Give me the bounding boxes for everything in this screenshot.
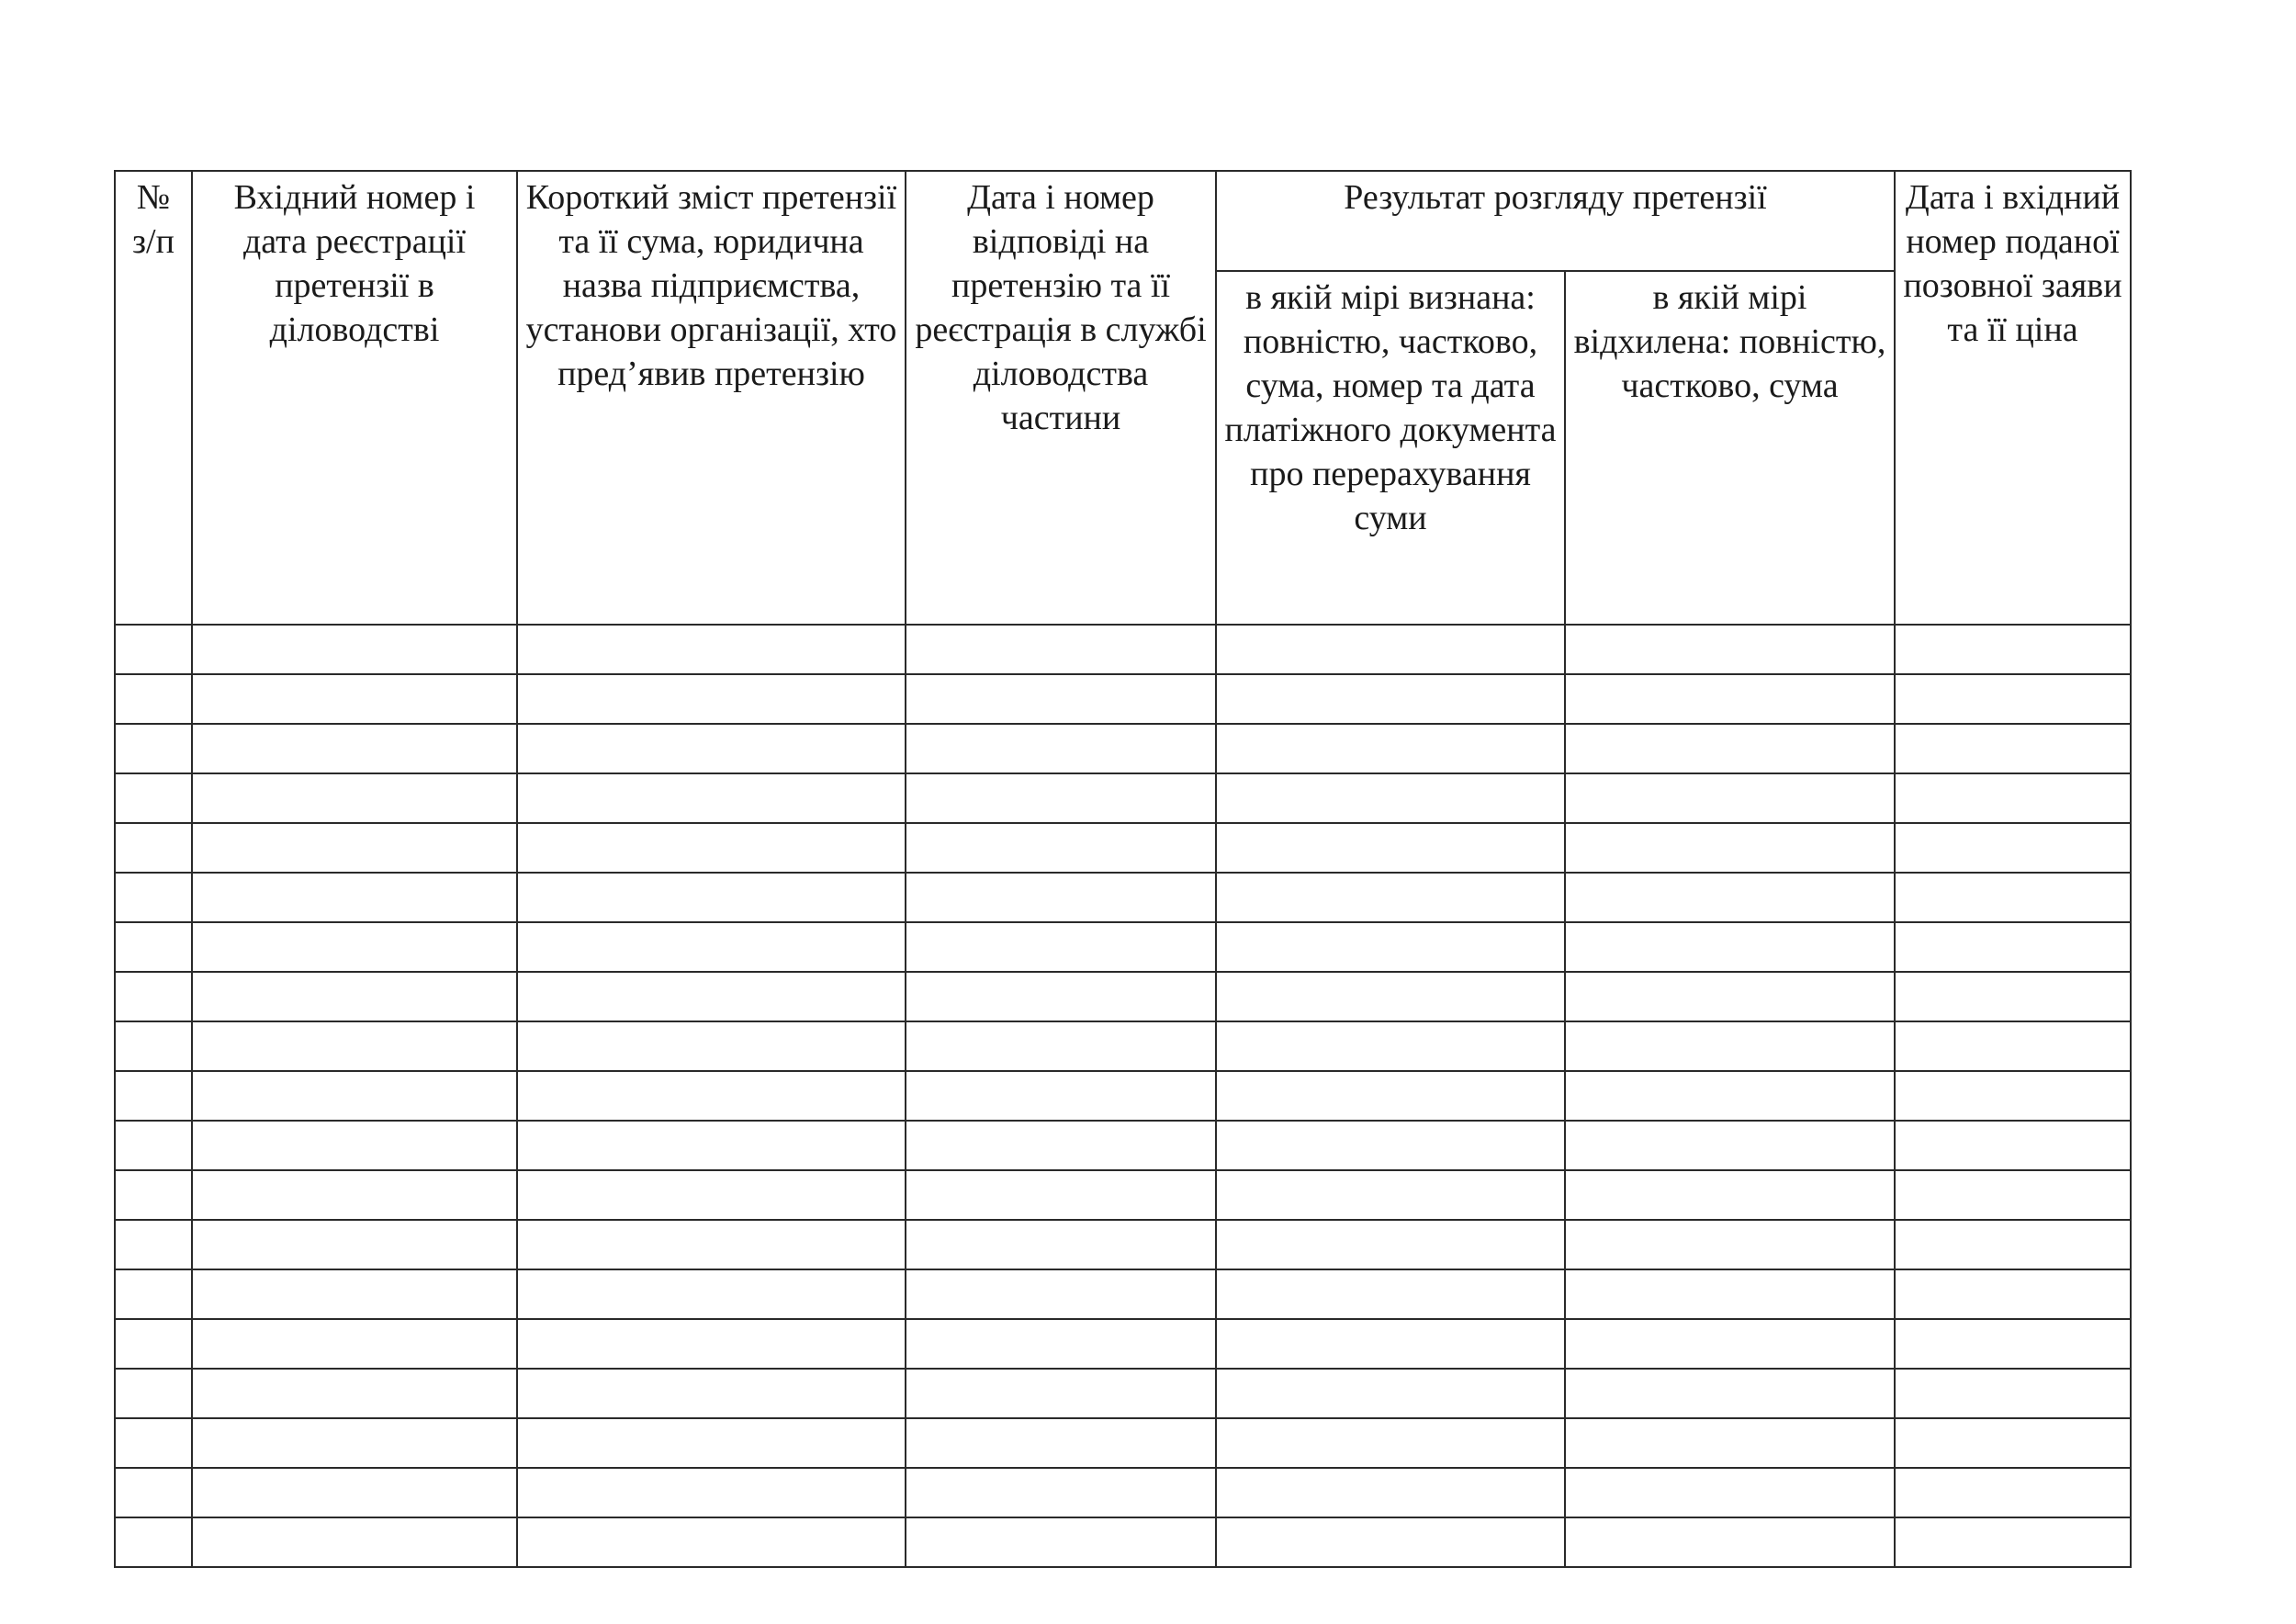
header-lawsuit-label: Дата і вхідний номер поданої позовної заяви та її ціна — [1903, 178, 2122, 349]
table-row — [115, 1418, 2131, 1468]
table-row — [115, 773, 2131, 823]
table-cell — [1216, 1220, 1565, 1269]
table-cell — [1565, 972, 1895, 1021]
table-cell — [906, 1170, 1216, 1220]
table-cell — [192, 1468, 517, 1517]
table-cell — [1565, 1517, 1895, 1567]
table-cell — [906, 773, 1216, 823]
table-cell — [1216, 1021, 1565, 1071]
table-row — [115, 674, 2131, 724]
header-reply-label: Дата і номер відповіді на претензію та її реєстрація в службі діловодства частини — [915, 178, 1207, 437]
table-cell — [1565, 1269, 1895, 1319]
table-cell — [906, 972, 1216, 1021]
table-cell — [1565, 1319, 1895, 1369]
table-row — [115, 873, 2131, 922]
table-cell — [1565, 1071, 1895, 1121]
table-cell — [1565, 873, 1895, 922]
table-cell — [1895, 1170, 2131, 1220]
header-result — [1216, 171, 1895, 271]
table-cell — [1565, 625, 1895, 674]
table-cell — [115, 1021, 192, 1071]
header-result-label: Результат розгляду претензії — [1344, 178, 1767, 217]
table-cell — [192, 724, 517, 773]
table-cell — [192, 1021, 517, 1071]
table-cell — [517, 1220, 906, 1269]
table-row — [115, 1517, 2131, 1567]
table-cell — [517, 873, 906, 922]
header-result-rejected — [1565, 271, 1895, 625]
table-cell — [1216, 823, 1565, 873]
table-cell — [1565, 724, 1895, 773]
table-cell — [1895, 1220, 2131, 1269]
table-cell — [517, 922, 906, 972]
table-cell — [1565, 1468, 1895, 1517]
table-cell — [115, 724, 192, 773]
table-cell — [115, 1468, 192, 1517]
table-cell — [906, 1071, 1216, 1121]
header-result-accepted — [1216, 271, 1565, 625]
table-cell — [517, 823, 906, 873]
table-cell — [906, 823, 1216, 873]
table-cell — [1895, 1269, 2131, 1319]
table-cell — [517, 674, 906, 724]
table-cell — [115, 773, 192, 823]
table-row — [115, 1319, 2131, 1369]
table-cell — [1216, 1319, 1565, 1369]
table-cell — [115, 1319, 192, 1369]
table-cell — [906, 724, 1216, 773]
table-row — [115, 972, 2131, 1021]
table-cell — [1895, 823, 2131, 873]
table-cell — [115, 972, 192, 1021]
table-cell — [1216, 1418, 1565, 1468]
table-cell — [192, 1517, 517, 1567]
header-incoming-label: Вхідний номер і дата реєстрації претензії в діловодстві — [233, 178, 476, 349]
table-cell — [906, 1121, 1216, 1170]
table-cell — [1216, 922, 1565, 972]
header-row-top — [115, 171, 2131, 271]
table-row — [115, 1220, 2131, 1269]
table-row — [115, 1021, 2131, 1071]
table-cell — [517, 1319, 906, 1369]
table-cell — [192, 972, 517, 1021]
table-cell — [115, 1071, 192, 1121]
table-cell — [1565, 1170, 1895, 1220]
table-cell — [1895, 1021, 2131, 1071]
table-cell — [1216, 773, 1565, 823]
table-cell — [192, 773, 517, 823]
table-cell — [517, 625, 906, 674]
table-cell — [115, 873, 192, 922]
table-cell — [115, 1517, 192, 1567]
table-cell — [1895, 724, 2131, 773]
table-cell — [192, 1269, 517, 1319]
table-row — [115, 724, 2131, 773]
table-cell — [1895, 1121, 2131, 1170]
table-cell — [906, 1468, 1216, 1517]
table-cell — [192, 674, 517, 724]
table-cell — [906, 674, 1216, 724]
table-cell — [906, 1220, 1216, 1269]
table-row — [115, 922, 2131, 972]
table-cell — [906, 873, 1216, 922]
table-cell — [1895, 922, 2131, 972]
header-lawsuit — [1895, 171, 2131, 625]
table-cell — [517, 1269, 906, 1319]
table-cell — [1565, 922, 1895, 972]
table-cell — [192, 1071, 517, 1121]
table-cell — [1565, 1418, 1895, 1468]
table-cell — [115, 625, 192, 674]
header-result-accepted-label: в якій мірі визнана: повністю, частково, сума, номер та дата платіжного документа про перерахування суми — [1224, 278, 1557, 537]
table-cell — [1565, 1121, 1895, 1170]
table-cell — [1565, 773, 1895, 823]
table-cell — [115, 674, 192, 724]
header-summary-label: Короткий зміст претензії та її сума, юридична назва підприємства, установи організації, хто пред’явив претензію — [525, 178, 897, 393]
table-cell — [517, 972, 906, 1021]
table-cell — [517, 1418, 906, 1468]
table-cell — [1895, 1517, 2131, 1567]
table-cell — [192, 1170, 517, 1220]
table-cell — [906, 922, 1216, 972]
table-row — [115, 823, 2131, 873]
header-num — [115, 171, 192, 625]
table-row — [115, 1121, 2131, 1170]
table-cell — [1216, 1369, 1565, 1418]
table-cell — [115, 823, 192, 873]
table-cell — [1216, 1121, 1565, 1170]
table-row — [115, 1071, 2131, 1121]
table-cell — [517, 1170, 906, 1220]
table-cell — [906, 1369, 1216, 1418]
table-cell — [1565, 1220, 1895, 1269]
table-cell — [906, 1418, 1216, 1468]
header-reply — [906, 171, 1216, 625]
table-cell — [1565, 1021, 1895, 1071]
table-row — [115, 1170, 2131, 1220]
table-cell — [1895, 625, 2131, 674]
table-cell — [192, 922, 517, 972]
table-cell — [1216, 972, 1565, 1021]
table-row — [115, 1468, 2131, 1517]
table-cell — [192, 1319, 517, 1369]
table-cell — [1895, 1319, 2131, 1369]
header-result-rejected-label: в якій мірі відхилена: повністю, частково, сума — [1573, 278, 1886, 405]
claims-register-table — [114, 170, 2132, 1568]
table-cell — [115, 1170, 192, 1220]
table-cell — [517, 1121, 906, 1170]
table-cell — [192, 625, 517, 674]
table-cell — [1895, 1369, 2131, 1418]
table-cell — [1565, 823, 1895, 873]
table-cell — [1895, 674, 2131, 724]
table-cell — [517, 1071, 906, 1121]
table-cell — [192, 1418, 517, 1468]
table-cell — [1895, 773, 2131, 823]
table-cell — [1216, 1071, 1565, 1121]
table-row — [115, 625, 2131, 674]
table-cell — [115, 1369, 192, 1418]
table-cell — [1216, 625, 1565, 674]
table-cell — [192, 1220, 517, 1269]
table-header — [115, 171, 2131, 625]
table-cell — [906, 1269, 1216, 1319]
header-summary — [517, 171, 906, 625]
table-cell — [115, 922, 192, 972]
table-cell — [517, 1517, 906, 1567]
table-cell — [1216, 674, 1565, 724]
table-cell — [906, 625, 1216, 674]
table-cell — [1216, 1517, 1565, 1567]
table-cell — [192, 823, 517, 873]
table-body — [115, 625, 2131, 1567]
header-num-label: № з/п — [132, 178, 174, 261]
table-cell — [192, 1121, 517, 1170]
table-cell — [517, 773, 906, 823]
table-cell — [1216, 1269, 1565, 1319]
table-cell — [1895, 1468, 2131, 1517]
table-cell — [906, 1517, 1216, 1567]
table-cell — [1216, 724, 1565, 773]
table-cell — [517, 1468, 906, 1517]
table-cell — [192, 873, 517, 922]
table-cell — [517, 1369, 906, 1418]
table-cell — [115, 1121, 192, 1170]
table-cell — [1895, 1418, 2131, 1468]
table-cell — [906, 1319, 1216, 1369]
table-cell — [115, 1269, 192, 1319]
table-cell — [192, 1369, 517, 1418]
table-row — [115, 1269, 2131, 1319]
table-cell — [1895, 873, 2131, 922]
table-cell — [517, 724, 906, 773]
table-cell — [115, 1220, 192, 1269]
header-incoming — [192, 171, 517, 625]
table-row — [115, 1369, 2131, 1418]
table-cell — [906, 1021, 1216, 1071]
table-cell — [517, 1021, 906, 1071]
table-cell — [1895, 972, 2131, 1021]
table-cell — [1216, 873, 1565, 922]
table-cell — [1565, 1369, 1895, 1418]
table-cell — [1565, 674, 1895, 724]
table-cell — [1895, 1071, 2131, 1121]
table-cell — [1216, 1170, 1565, 1220]
table-cell — [1216, 1468, 1565, 1517]
table-cell — [115, 1418, 192, 1468]
